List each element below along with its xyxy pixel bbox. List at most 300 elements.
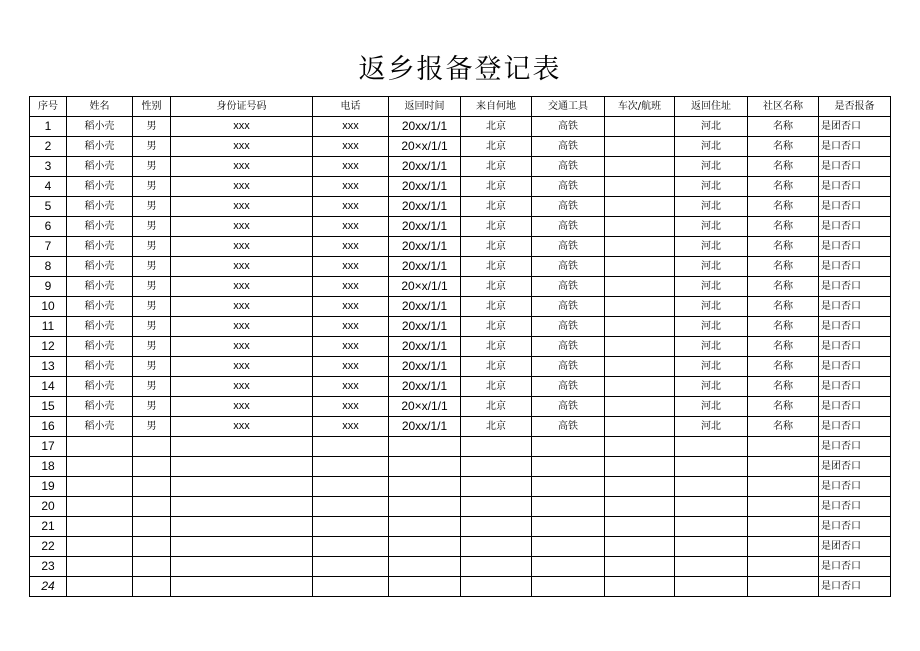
cell-id-number: xxx xyxy=(171,297,313,317)
cell-reported: 是团否口 xyxy=(819,457,891,477)
cell-return-address: 河北 xyxy=(675,217,748,237)
header-train-flight: 车次/航班 xyxy=(605,97,675,117)
cell-seq: 9 xyxy=(30,277,67,297)
cell-return-time: 20xx/1/1 xyxy=(389,177,461,197)
cell-transport xyxy=(532,437,605,457)
cell-gender xyxy=(133,437,171,457)
cell-seq: 5 xyxy=(30,197,67,217)
table-row xyxy=(30,137,891,157)
cell-seq: 6 xyxy=(30,217,67,237)
cell-gender: 男 xyxy=(133,297,171,317)
cell-return-address: 河北 xyxy=(675,157,748,177)
cell-train-flight xyxy=(605,517,675,537)
cell-train-flight xyxy=(605,357,675,377)
cell-origin: 北京 xyxy=(461,397,532,417)
cell-transport: 高铁 xyxy=(532,217,605,237)
header-phone: 电话 xyxy=(313,97,389,117)
table-row xyxy=(30,317,891,337)
cell-gender: 男 xyxy=(133,257,171,277)
cell-seq: 2 xyxy=(30,137,67,157)
cell-reported: 是口否口 xyxy=(819,237,891,257)
cell-train-flight xyxy=(605,117,675,137)
cell-community: 名称 xyxy=(748,277,819,297)
cell-phone: xxx xyxy=(313,197,389,217)
cell-origin xyxy=(461,577,532,597)
cell-return-address: 河北 xyxy=(675,377,748,397)
header-transport: 交通工具 xyxy=(532,97,605,117)
cell-id-number: xxx xyxy=(171,157,313,177)
cell-return-address: 河北 xyxy=(675,137,748,157)
cell-origin xyxy=(461,477,532,497)
cell-seq: 11 xyxy=(30,317,67,337)
cell-phone: xxx xyxy=(313,137,389,157)
cell-origin xyxy=(461,557,532,577)
cell-return-time: 20xx/1/1 xyxy=(389,357,461,377)
cell-return-time: 20xx/1/1 xyxy=(389,317,461,337)
cell-gender xyxy=(133,557,171,577)
header-name: 姓名 xyxy=(67,97,133,117)
cell-return-time xyxy=(389,577,461,597)
cell-transport xyxy=(532,457,605,477)
cell-name: 稻小壳 xyxy=(67,337,133,357)
cell-return-time: 20xx/1/1 xyxy=(389,297,461,317)
cell-gender xyxy=(133,517,171,537)
cell-seq: 14 xyxy=(30,377,67,397)
cell-name: 稻小壳 xyxy=(67,397,133,417)
cell-train-flight xyxy=(605,557,675,577)
cell-name: 稻小壳 xyxy=(67,377,133,397)
cell-train-flight xyxy=(605,217,675,237)
cell-phone xyxy=(313,517,389,537)
cell-id-number xyxy=(171,557,313,577)
cell-return-address xyxy=(675,437,748,457)
cell-transport: 高铁 xyxy=(532,137,605,157)
cell-transport: 高铁 xyxy=(532,357,605,377)
cell-gender: 男 xyxy=(133,417,171,437)
cell-return-address: 河北 xyxy=(675,117,748,137)
cell-community xyxy=(748,477,819,497)
cell-community: 名称 xyxy=(748,237,819,257)
cell-community: 名称 xyxy=(748,257,819,277)
cell-return-address: 河北 xyxy=(675,237,748,257)
cell-transport: 高铁 xyxy=(532,157,605,177)
table-row xyxy=(30,197,891,217)
cell-train-flight xyxy=(605,157,675,177)
cell-train-flight xyxy=(605,137,675,157)
cell-reported: 是口否口 xyxy=(819,397,891,417)
cell-name xyxy=(67,537,133,557)
cell-reported: 是口否口 xyxy=(819,137,891,157)
header-seq: 序号 xyxy=(30,97,67,117)
cell-reported: 是口否口 xyxy=(819,297,891,317)
cell-id-number xyxy=(171,457,313,477)
cell-reported: 是口否口 xyxy=(819,217,891,237)
cell-community: 名称 xyxy=(748,137,819,157)
cell-reported: 是口否口 xyxy=(819,417,891,437)
cell-phone xyxy=(313,557,389,577)
cell-return-address xyxy=(675,537,748,557)
page-title: 返乡报备登记表 xyxy=(358,54,562,85)
cell-train-flight xyxy=(605,417,675,437)
table-row xyxy=(30,217,891,237)
cell-transport: 高铁 xyxy=(532,277,605,297)
cell-return-time: 20xx/1/1 xyxy=(389,417,461,437)
cell-return-time xyxy=(389,497,461,517)
cell-train-flight xyxy=(605,497,675,517)
table-row xyxy=(30,437,891,457)
cell-phone: xxx xyxy=(313,297,389,317)
cell-name: 稻小壳 xyxy=(67,297,133,317)
cell-seq: 22 xyxy=(30,537,67,557)
cell-community xyxy=(748,557,819,577)
cell-id-number: xxx xyxy=(171,357,313,377)
cell-seq: 17 xyxy=(30,437,67,457)
cell-id-number: xxx xyxy=(171,177,313,197)
cell-return-time: 20xx/1/1 xyxy=(389,377,461,397)
cell-train-flight xyxy=(605,337,675,357)
cell-name: 稻小壳 xyxy=(67,177,133,197)
cell-transport: 高铁 xyxy=(532,197,605,217)
cell-transport: 高铁 xyxy=(532,117,605,137)
cell-name xyxy=(67,457,133,477)
cell-community: 名称 xyxy=(748,337,819,357)
cell-gender xyxy=(133,497,171,517)
cell-reported: 是团否口 xyxy=(819,117,891,137)
cell-origin xyxy=(461,497,532,517)
cell-transport: 高铁 xyxy=(532,177,605,197)
cell-community: 名称 xyxy=(748,177,819,197)
table-row xyxy=(30,417,891,437)
cell-seq: 18 xyxy=(30,457,67,477)
cell-train-flight xyxy=(605,537,675,557)
header-return-address: 返回住址 xyxy=(675,97,748,117)
cell-id-number: xxx xyxy=(171,417,313,437)
cell-transport xyxy=(532,577,605,597)
cell-phone: xxx xyxy=(313,157,389,177)
cell-train-flight xyxy=(605,317,675,337)
table-row xyxy=(30,577,891,597)
cell-name: 稻小壳 xyxy=(67,197,133,217)
cell-seq: 8 xyxy=(30,257,67,277)
cell-return-address: 河北 xyxy=(675,417,748,437)
cell-community xyxy=(748,457,819,477)
header-return-time: 返回时间 xyxy=(389,97,461,117)
cell-train-flight xyxy=(605,257,675,277)
cell-seq: 4 xyxy=(30,177,67,197)
cell-gender: 男 xyxy=(133,137,171,157)
cell-reported: 是口否口 xyxy=(819,157,891,177)
cell-community xyxy=(748,517,819,537)
cell-reported: 是口否口 xyxy=(819,377,891,397)
cell-reported: 是口否口 xyxy=(819,197,891,217)
cell-train-flight xyxy=(605,197,675,217)
cell-seq: 20 xyxy=(30,497,67,517)
cell-id-number xyxy=(171,577,313,597)
cell-phone: xxx xyxy=(313,117,389,137)
cell-train-flight xyxy=(605,477,675,497)
cell-id-number: xxx xyxy=(171,117,313,137)
cell-gender: 男 xyxy=(133,317,171,337)
table-row xyxy=(30,117,891,137)
table-row xyxy=(30,277,891,297)
table-row xyxy=(30,157,891,177)
table-row xyxy=(30,177,891,197)
cell-seq: 15 xyxy=(30,397,67,417)
cell-community xyxy=(748,537,819,557)
cell-train-flight xyxy=(605,397,675,417)
cell-name: 稻小壳 xyxy=(67,357,133,377)
cell-name: 稻小壳 xyxy=(67,277,133,297)
cell-seq: 21 xyxy=(30,517,67,537)
cell-reported: 是口否口 xyxy=(819,177,891,197)
cell-name xyxy=(67,477,133,497)
header-community: 社区名称 xyxy=(748,97,819,117)
cell-return-address: 河北 xyxy=(675,277,748,297)
cell-gender: 男 xyxy=(133,397,171,417)
cell-train-flight xyxy=(605,377,675,397)
cell-community: 名称 xyxy=(748,397,819,417)
cell-return-time: 20×x/1/1 xyxy=(389,397,461,417)
cell-name: 稻小壳 xyxy=(67,217,133,237)
cell-name: 稻小壳 xyxy=(67,417,133,437)
cell-phone: xxx xyxy=(313,277,389,297)
cell-name: 稻小壳 xyxy=(67,257,133,277)
cell-phone xyxy=(313,577,389,597)
cell-reported: 是口否口 xyxy=(819,477,891,497)
cell-phone: xxx xyxy=(313,397,389,417)
cell-gender: 男 xyxy=(133,217,171,237)
cell-transport: 高铁 xyxy=(532,317,605,337)
cell-transport: 高铁 xyxy=(532,257,605,277)
cell-seq: 10 xyxy=(30,297,67,317)
cell-community: 名称 xyxy=(748,317,819,337)
cell-return-time: 20xx/1/1 xyxy=(389,117,461,137)
cell-reported: 是口否口 xyxy=(819,517,891,537)
cell-return-address: 河北 xyxy=(675,337,748,357)
cell-return-address: 河北 xyxy=(675,177,748,197)
cell-origin: 北京 xyxy=(461,237,532,257)
table-row xyxy=(30,257,891,277)
cell-id-number: xxx xyxy=(171,197,313,217)
cell-origin xyxy=(461,437,532,457)
cell-id-number xyxy=(171,517,313,537)
table-row xyxy=(30,457,891,477)
cell-phone xyxy=(313,477,389,497)
cell-return-time: 20×x/1/1 xyxy=(389,137,461,157)
cell-origin: 北京 xyxy=(461,337,532,357)
cell-gender xyxy=(133,537,171,557)
cell-id-number: xxx xyxy=(171,377,313,397)
cell-return-time xyxy=(389,477,461,497)
cell-return-time: 20xx/1/1 xyxy=(389,197,461,217)
cell-name xyxy=(67,577,133,597)
cell-return-address: 河北 xyxy=(675,197,748,217)
cell-phone: xxx xyxy=(313,257,389,277)
cell-train-flight xyxy=(605,577,675,597)
cell-seq: 3 xyxy=(30,157,67,177)
cell-transport: 高铁 xyxy=(532,297,605,317)
cell-seq: 7 xyxy=(30,237,67,257)
cell-seq: 19 xyxy=(30,477,67,497)
cell-origin: 北京 xyxy=(461,137,532,157)
cell-id-number: xxx xyxy=(171,137,313,157)
cell-origin: 北京 xyxy=(461,377,532,397)
cell-return-time: 20xx/1/1 xyxy=(389,237,461,257)
cell-name: 稻小壳 xyxy=(67,137,133,157)
cell-train-flight xyxy=(605,297,675,317)
table-row xyxy=(30,497,891,517)
table-row xyxy=(30,297,891,317)
cell-origin: 北京 xyxy=(461,157,532,177)
cell-gender: 男 xyxy=(133,237,171,257)
cell-return-time xyxy=(389,437,461,457)
cell-phone xyxy=(313,497,389,517)
cell-seq: 13 xyxy=(30,357,67,377)
table-row xyxy=(30,377,891,397)
cell-phone: xxx xyxy=(313,177,389,197)
cell-return-address xyxy=(675,517,748,537)
cell-origin: 北京 xyxy=(461,417,532,437)
cell-return-address xyxy=(675,497,748,517)
cell-name xyxy=(67,517,133,537)
cell-return-address xyxy=(675,557,748,577)
cell-community: 名称 xyxy=(748,377,819,397)
cell-community: 名称 xyxy=(748,297,819,317)
registration-table xyxy=(29,96,891,597)
cell-return-time: 20×x/1/1 xyxy=(389,277,461,297)
cell-gender: 男 xyxy=(133,117,171,137)
cell-seq: 23 xyxy=(30,557,67,577)
cell-community: 名称 xyxy=(748,157,819,177)
cell-return-address: 河北 xyxy=(675,297,748,317)
cell-phone: xxx xyxy=(313,317,389,337)
cell-name xyxy=(67,497,133,517)
cell-train-flight xyxy=(605,457,675,477)
header-row xyxy=(30,97,891,117)
cell-origin xyxy=(461,537,532,557)
cell-reported: 是口否口 xyxy=(819,437,891,457)
cell-origin: 北京 xyxy=(461,317,532,337)
cell-origin: 北京 xyxy=(461,117,532,137)
cell-gender: 男 xyxy=(133,277,171,297)
cell-name: 稻小壳 xyxy=(67,317,133,337)
cell-transport: 高铁 xyxy=(532,377,605,397)
table-row xyxy=(30,537,891,557)
cell-origin: 北京 xyxy=(461,297,532,317)
cell-community: 名称 xyxy=(748,197,819,217)
cell-origin: 北京 xyxy=(461,217,532,237)
cell-name xyxy=(67,557,133,577)
cell-reported: 是口否口 xyxy=(819,357,891,377)
cell-transport: 高铁 xyxy=(532,337,605,357)
cell-community: 名称 xyxy=(748,357,819,377)
cell-id-number xyxy=(171,437,313,457)
cell-train-flight xyxy=(605,237,675,257)
cell-return-time: 20xx/1/1 xyxy=(389,257,461,277)
cell-return-address xyxy=(675,457,748,477)
cell-origin: 北京 xyxy=(461,197,532,217)
cell-reported: 是口否口 xyxy=(819,317,891,337)
cell-phone xyxy=(313,437,389,457)
cell-community xyxy=(748,577,819,597)
cell-reported: 是口否口 xyxy=(819,497,891,517)
cell-id-number xyxy=(171,477,313,497)
cell-return-time: 20xx/1/1 xyxy=(389,157,461,177)
cell-id-number: xxx xyxy=(171,257,313,277)
cell-reported: 是口否口 xyxy=(819,277,891,297)
cell-return-address xyxy=(675,577,748,597)
cell-transport: 高铁 xyxy=(532,397,605,417)
cell-origin: 北京 xyxy=(461,257,532,277)
header-origin: 来自何地 xyxy=(461,97,532,117)
table-row xyxy=(30,557,891,577)
cell-gender: 男 xyxy=(133,157,171,177)
cell-return-time xyxy=(389,517,461,537)
cell-phone: xxx xyxy=(313,217,389,237)
table-row xyxy=(30,337,891,357)
cell-return-address: 河北 xyxy=(675,317,748,337)
cell-transport xyxy=(532,497,605,517)
cell-phone xyxy=(313,537,389,557)
cell-community: 名称 xyxy=(748,217,819,237)
cell-seq: 24 xyxy=(30,577,67,597)
cell-seq: 1 xyxy=(30,117,67,137)
cell-id-number xyxy=(171,537,313,557)
cell-origin: 北京 xyxy=(461,177,532,197)
cell-transport: 高铁 xyxy=(532,417,605,437)
cell-id-number: xxx xyxy=(171,337,313,357)
cell-name xyxy=(67,437,133,457)
cell-train-flight xyxy=(605,277,675,297)
cell-return-time xyxy=(389,457,461,477)
cell-community xyxy=(748,437,819,457)
cell-gender: 男 xyxy=(133,177,171,197)
cell-gender xyxy=(133,457,171,477)
cell-return-address: 河北 xyxy=(675,397,748,417)
cell-return-address: 河北 xyxy=(675,357,748,377)
cell-phone: xxx xyxy=(313,237,389,257)
cell-phone: xxx xyxy=(313,357,389,377)
cell-name: 稻小壳 xyxy=(67,117,133,137)
table-row xyxy=(30,517,891,537)
cell-phone: xxx xyxy=(313,377,389,397)
cell-return-address xyxy=(675,477,748,497)
cell-gender: 男 xyxy=(133,357,171,377)
cell-gender: 男 xyxy=(133,197,171,217)
cell-name: 稻小壳 xyxy=(67,157,133,177)
cell-transport xyxy=(532,557,605,577)
cell-transport xyxy=(532,517,605,537)
cell-reported: 是口否口 xyxy=(819,577,891,597)
cell-transport: 高铁 xyxy=(532,237,605,257)
cell-gender xyxy=(133,477,171,497)
cell-reported: 是团否口 xyxy=(819,537,891,557)
cell-reported: 是口否口 xyxy=(819,257,891,277)
cell-transport xyxy=(532,537,605,557)
cell-transport xyxy=(532,477,605,497)
cell-gender: 男 xyxy=(133,337,171,357)
cell-phone: xxx xyxy=(313,337,389,357)
cell-train-flight xyxy=(605,437,675,457)
cell-origin xyxy=(461,457,532,477)
cell-reported: 是口否口 xyxy=(819,557,891,577)
cell-origin: 北京 xyxy=(461,277,532,297)
cell-id-number: xxx xyxy=(171,397,313,417)
table-row xyxy=(30,477,891,497)
header-reported: 是否报备 xyxy=(819,97,891,117)
cell-id-number: xxx xyxy=(171,277,313,297)
cell-seq: 16 xyxy=(30,417,67,437)
